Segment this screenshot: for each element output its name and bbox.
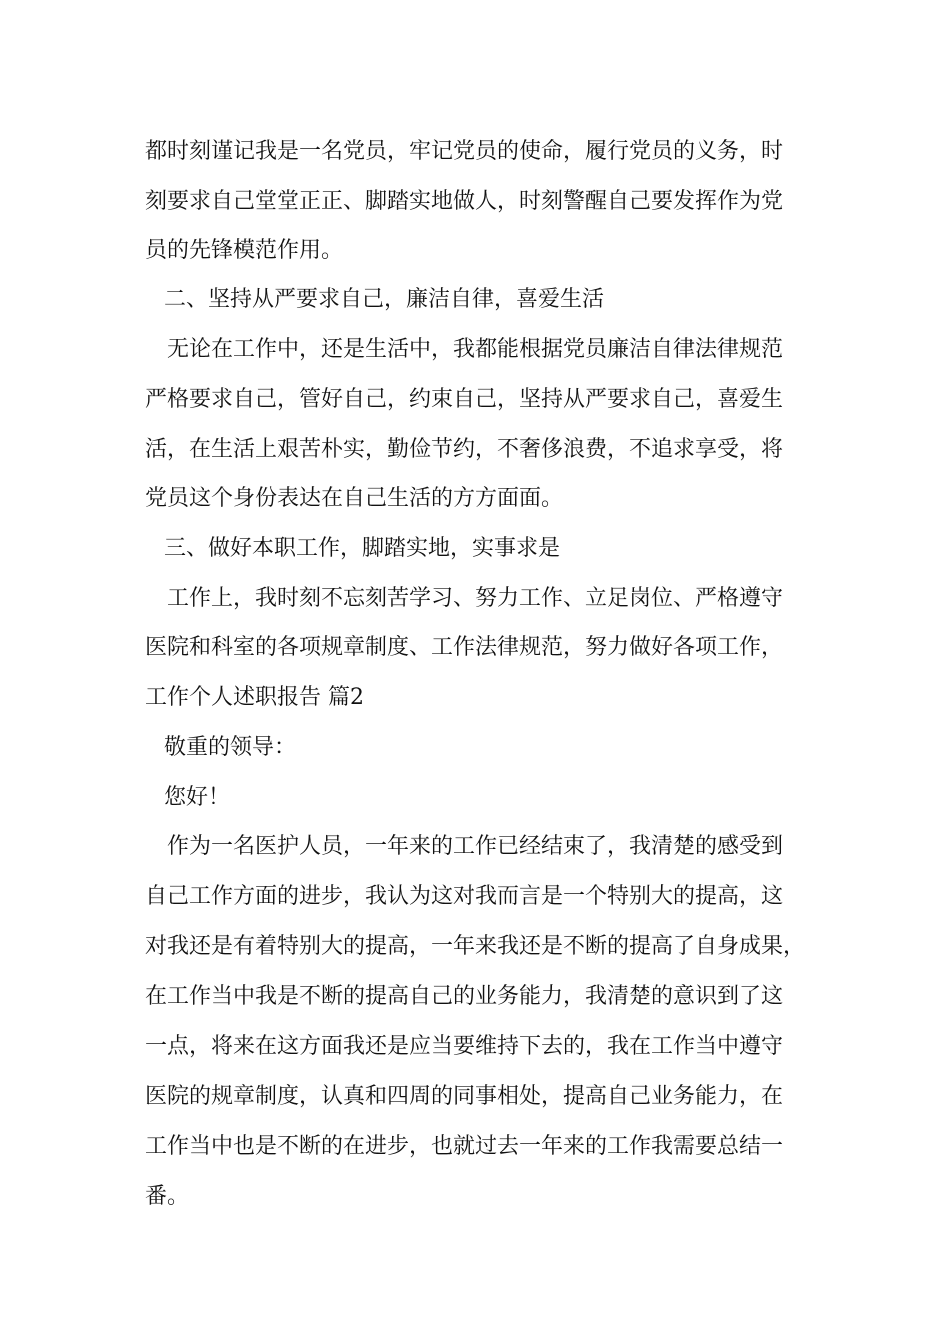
text-line: 都时刻谨记我是一名党员，牢记党员的使命，履行党员的义务，时 (145, 139, 784, 164)
text-line: 医院的规章制度，认真和四周的同事相处，提高自己业务能力，在 (145, 1084, 784, 1109)
text-line: 在工作当中我是不断的提高自己的业务能力，我清楚的意识到了这 (145, 984, 784, 1009)
text-line: 刻要求自己堂堂正正、脚踏实地做人，时刻警醒自己要发挥作为党 (145, 189, 784, 214)
text-line: 番。 (145, 1184, 190, 1209)
text-line: 活，在生活上艰苦朴实，勤俭节约，不奢侈浪费，不追求享受，将 (145, 437, 784, 462)
text-line: 党员这个身份表达在自己生活的方方面面。 (145, 486, 564, 511)
salutation: 敬重的领导： (164, 735, 297, 760)
text-line: 严格要求自己，管好自己，约束自己，坚持从严要求自己，喜爱生 (145, 387, 784, 412)
text-line: 工作上，我时刻不忘刻苦学习、努力工作、立足岗位、严格遵守 (167, 586, 784, 611)
section-heading: 三、做好本职工作，脚踏实地，实事求是 (164, 536, 561, 561)
text-line: 员的先锋模范作用。 (145, 238, 344, 263)
text-line: 无论在工作中，还是生活中，我都能根据党员廉洁自律法律规范 (167, 337, 784, 362)
text-line: 一点，将来在这方面我还是应当要维持下去的，我在工作当中遵守 (145, 1034, 784, 1059)
greeting: 您好！ (164, 785, 231, 810)
text-line: 作为一名医护人员，一年来的工作已经结束了，我清楚的感受到 (167, 834, 784, 859)
text-line: 工作当中也是不断的在进步，也就过去一年来的工作我需要总结一 (145, 1134, 784, 1159)
section-heading: 二、坚持从严要求自己，廉洁自律，喜爱生活 (164, 287, 605, 312)
text-line: 医院和科室的各项规章制度、工作法律规范，努力做好各项工作， (145, 635, 784, 660)
report-title: 工作个人述职报告 篇2 (145, 685, 364, 710)
text-line: 对我还是有着特别大的提高，一年来我还是不断的提高了自身成果， (145, 934, 806, 959)
text-line: 自己工作方面的进步，我认为这对我而言是一个特别大的提高，这 (145, 884, 784, 909)
